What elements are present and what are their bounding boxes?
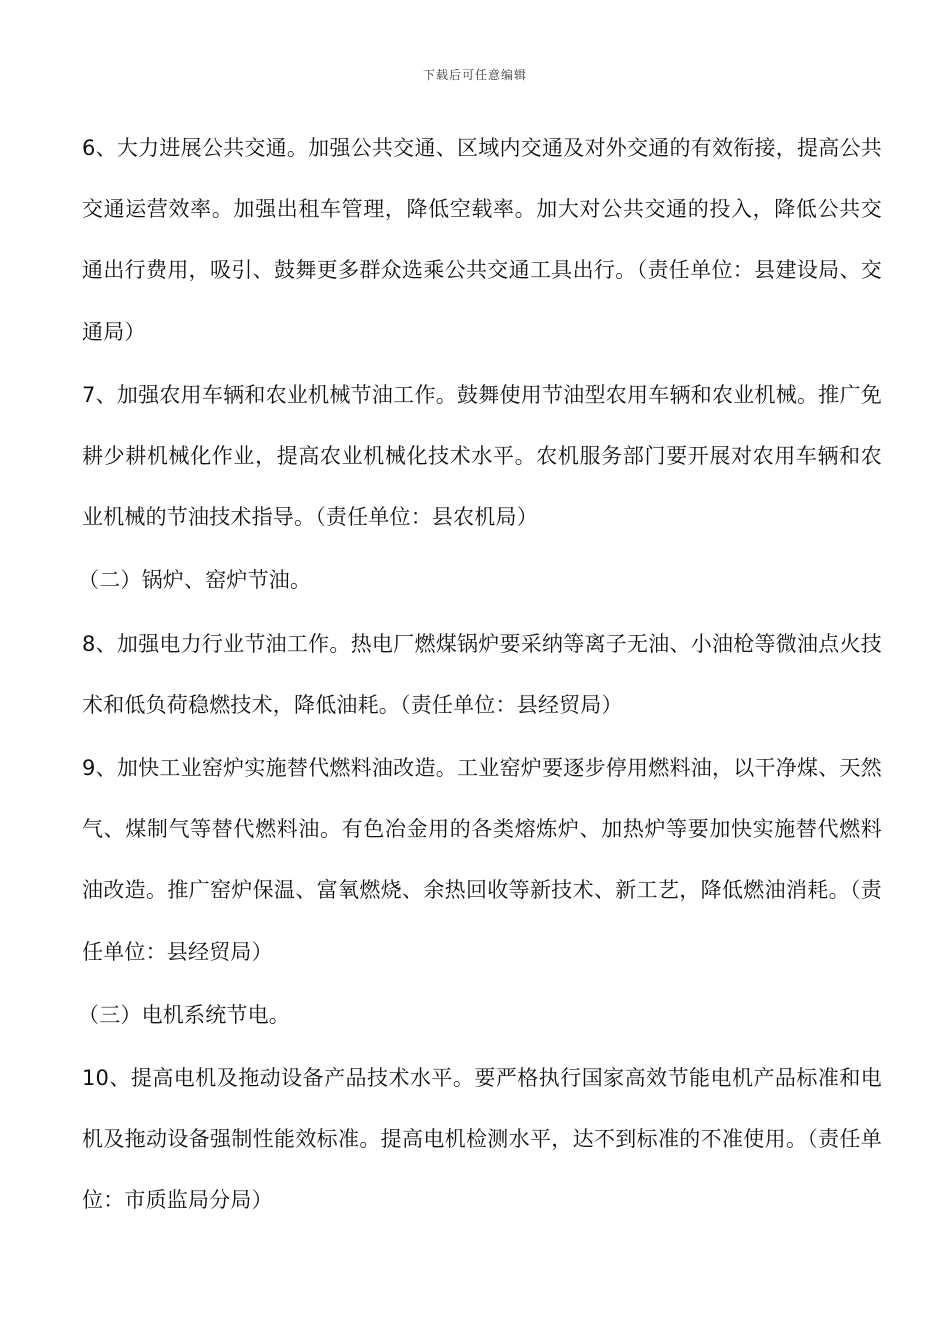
paragraph-item-9: 9、加快工业窑炉实施替代燃料油改造。工业窑炉要逐步停用燃料油，以干净煤、天然气、煤制气等替代燃料油。有色冶金用的各类熔炼炉、加热炉等要加快实施替代燃料油改造。推广窑炉保温、富氧燃烧、余热回收等新技术、新工艺，降低燃油消耗。（责任单位：县经贸局） xyxy=(82,756,882,964)
paragraph-item-8: 8、加强电力行业节油工作。热电厂燃煤锅炉要采纳等离子无油、小油枪等微油点火技术和低负荷稳燃技术，降低油耗。（责任单位：县经贸局） xyxy=(82,631,882,717)
document-body xyxy=(78,118,882,1234)
paragraph-item-6: 6、大力进展公共交通。加强公共交通、区域内交通及对外交通的有效衔接，提高公共交通运营效率。加强出租车管理，降低空载率。加大对公共交通的投入，降低公共交通出行费用，吸引、鼓舞更多群众选乘公共交通工具出行。（责任单位：县建设局、交通局） xyxy=(82,136,882,344)
page-header-note: 下载后可任意编辑 xyxy=(422,68,527,82)
paragraph-item-7: 7、加强农用车辆和农业机械节油工作。鼓舞使用节油型农用车辆和农业机械。推广免耕少耕机械化作业，提高农业机械化技术水平。农机服务部门要开展对农用车辆和农业机械的节油技术指导。（责任单位：县农机局） xyxy=(82,382,882,530)
section-heading-motors: （三）电机系统节电。 xyxy=(78,1002,290,1027)
section-heading-boilers: （二）锅炉、窑炉节油。 xyxy=(78,568,312,593)
paragraph-item-10: 10、提高电机及拖动设备产品技术水平。要严格执行国家高效节能电机产品标准和电机及拖动设备强制性能效标准。提高电机检测水平，达不到标准的不准使用。（责任单位：市质监局分局） xyxy=(82,1066,882,1213)
